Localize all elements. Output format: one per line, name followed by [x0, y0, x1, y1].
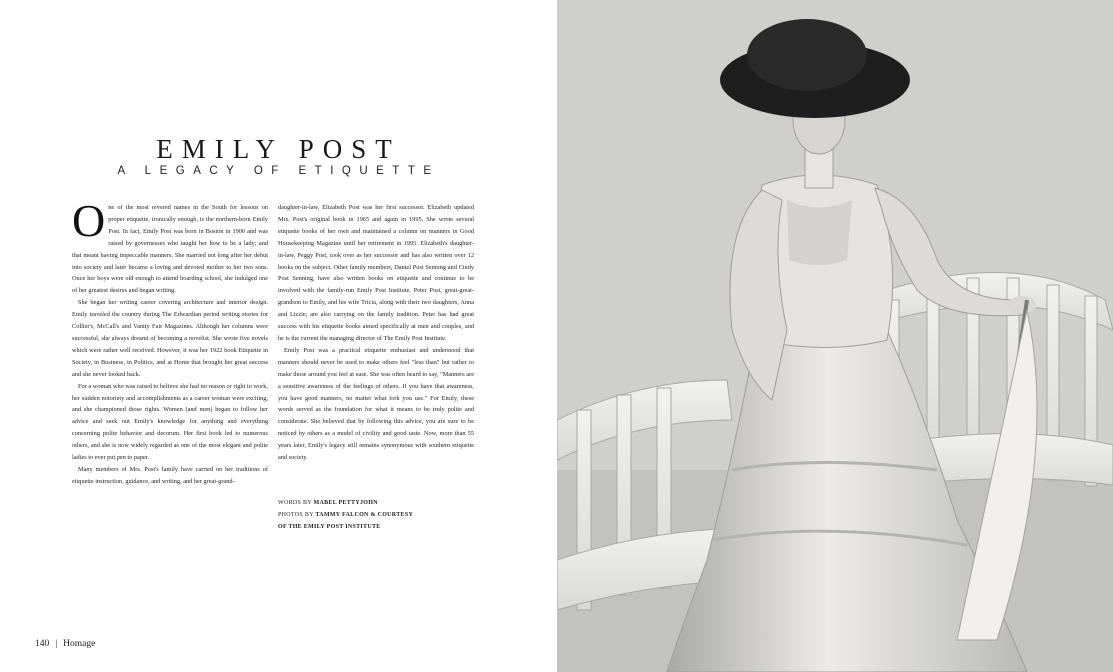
article-subtitle: A LEGACY OF ETIQUETTE: [117, 165, 440, 177]
photos-credit: PHOTOS BY TAMMY FALCON & COURTESY: [278, 512, 414, 518]
photographer-name: TAMMY FALCON & COURTESY: [315, 512, 414, 518]
article-title: EMILY POST: [156, 134, 401, 164]
text-column-right: [278, 202, 474, 464]
article-credits: [278, 497, 478, 533]
body-paragraph: For a woman who was raised to believe she had no reason or right to work, her sudden notoriety and accomplishments as a career woman were exciting, and she championed those rights. Women (and men) began to follow her advice and seek out Emily's knowledge for anything and everything concerning polite behavior and decorum. Her first book led to numerous others, and she is now widely regarded as one of the most elegant and polite ladies to ever put pen to paper.: [72, 382, 268, 462]
drop-cap: O: [72, 195, 106, 246]
lead-paragraph: [72, 195, 268, 297]
section-name: Homage: [63, 639, 96, 649]
text-column-left: [72, 195, 268, 488]
photos-credit-line2: OF THE EMILY POST INSTITUTE: [278, 524, 381, 530]
body-paragraph: Many members of Mrs. Post's family have carried on her traditions of etiquette instruction, guidance, and writing, and her great-grand-: [72, 465, 268, 485]
author-name: MABEL PETTYJOHN: [313, 500, 378, 506]
photo-illustration: [557, 0, 1113, 672]
page-number: 140: [35, 639, 50, 649]
body-paragraph: She began her writing career covering architecture and interior design. Emily traveled the country during The Edwardian period writing stories for Collier's, McCall's and Vanity Fair Magazines. Although her columns were successful, she always dreamt of becoming a novelist. She wrote five novels which were rather well received. However, it was her 1922 book Etiquette in Society, in Business, in Politics, and at Home that brought her great success and she never looked back.: [72, 299, 268, 378]
lead-text: ne of the most revered names in the South for lessons on proper etiquette, ironically enough, is the northern-born Emily Post. In fact, Emily Post was born in Boston in 1900 and was raised by governesses who taught her how to be a lady; and that meant having impeccable manners. She married not long after her debut into society and later became a loving and devoted mother to her two sons. Once her boys were old enough to attend boarding school, she indulged one of her greatest desires and began writing.: [72, 204, 268, 295]
woman-on-bench-photo: [557, 0, 1113, 672]
page-folio: [35, 639, 95, 649]
body-paragraph: Emily Post was a practical etiquette enthusiast and understood that manners should never be used to make others feel "less than" but rather to make those around you feel at ease. She was often heard to say, "Manners are a sensitive awareness of the feelings of others. If you have that awareness, you have good manners, no matter what fork you use." For Emily, these words served as the foundation for what it means to be truly polite and considerate. She believed that by following this advice, you are sure to be noticed by others as a model of civility and good taste. Now, more than 55 years later, Emily's legacy still remains synonymous with southern etiquette and society.: [278, 346, 474, 462]
folio-separator: |: [55, 639, 58, 649]
words-credit: WORDS BY MABEL PETTYJOHN: [278, 500, 378, 506]
body-paragraph: daughter-in-law, Elizabeth Post was her first successor. Elizabeth updated Mrs. Post's original book in 1965 and again in 1995. She wrote several etiquette books of her own and maintained a column on manners in Good Housekeeping Magazine until her retirement in 1995. Elizabeth's daughter-in-law, Peggy Post, took over as her successor and has also written over 12 books on the subject. Other family members, Daniel Post Senning and Cindy Post Senning, have also written books on etiquette and continue to be involved with the family-run Emily Post Institute. Peter Post, great-great-grandson to Emily, and his wife Tricia, along with their two daughters, Anna and Lizzie, are also carrying on the family tradition. Peter has had great success with his etiquette books aimed specifically at men and couples, and he is the current the managing director of The Emily Post Institute.: [278, 204, 474, 342]
